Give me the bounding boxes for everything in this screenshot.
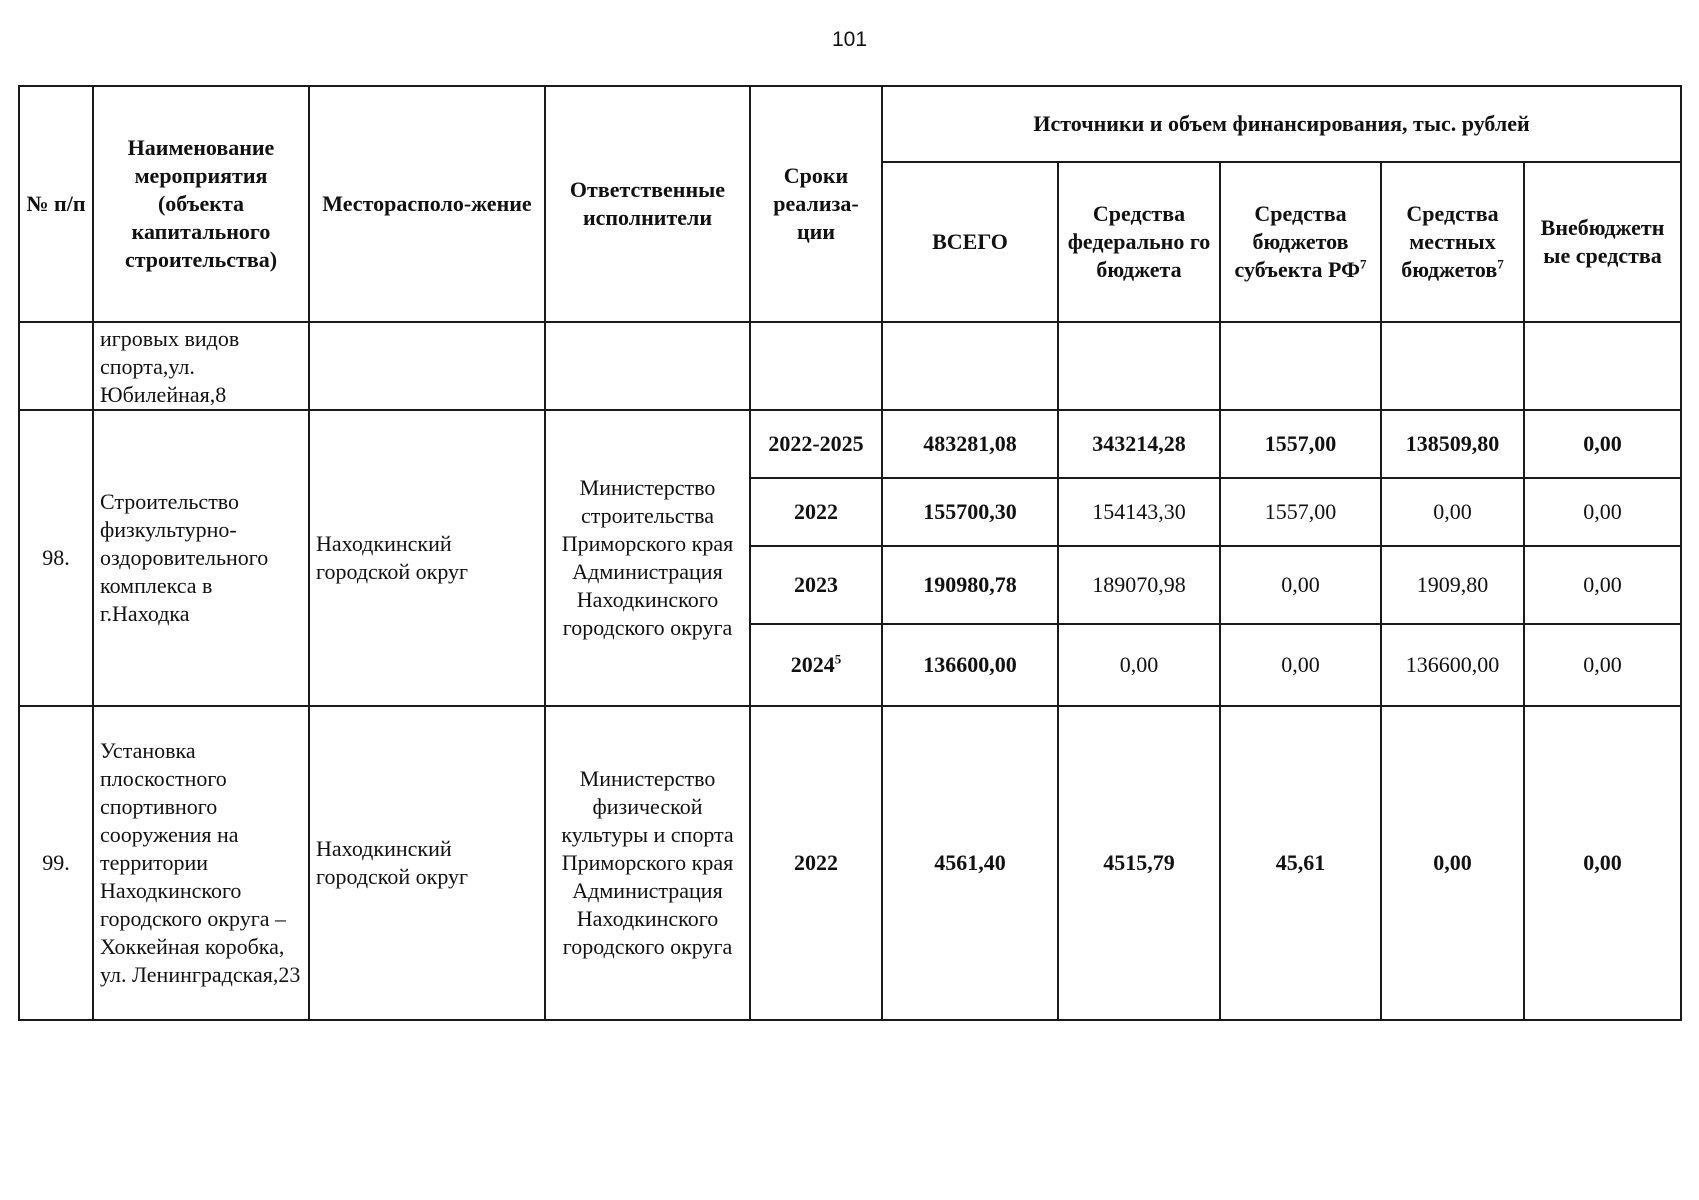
row98-local: 1909,80 [1381, 546, 1524, 624]
header-location: Месторасполо-жение [309, 86, 545, 322]
row98-subject: 1557,00 [1220, 410, 1381, 478]
row98-federal: 343214,28 [1058, 410, 1220, 478]
row98-local: 138509,80 [1381, 410, 1524, 478]
header-name: Наименование мероприятия (объекта капитального строительства) [93, 86, 309, 322]
row99-term: 2022 [750, 706, 882, 1020]
page-number: 101 [831, 28, 868, 51]
continuation-num-cell [19, 322, 93, 410]
row98-total: 155700,30 [882, 478, 1058, 546]
row98-total: 483281,08 [882, 410, 1058, 478]
row98-term: 2022 [750, 478, 882, 546]
continuation-name: игровых видов спорта,ул. Юбилейная,8 [93, 322, 309, 410]
row99-location: Находкинский городской округ [309, 706, 545, 1020]
row98-responsible: Министерство строительства Приморского края Администрация Находкинского городского округа [545, 410, 750, 706]
row99-subject: 45,61 [1220, 706, 1381, 1020]
header-terms: Сроки реализа-ции [750, 86, 882, 322]
row98-total: 190980,78 [882, 546, 1058, 624]
row98-subject: 1557,00 [1220, 478, 1381, 546]
row99-total: 4561,40 [882, 706, 1058, 1020]
header-row-1 [19, 86, 1681, 162]
table-row [19, 706, 1681, 1020]
header-offbudget: Внебюджетн ые средства [1524, 162, 1681, 322]
row98-location: Находкинский городской округ [309, 410, 545, 706]
row98-offbudget: 0,00 [1524, 546, 1681, 624]
row98-term: 2022-2025 [750, 410, 882, 478]
header-subject: Средства бюджетов субъекта $РФ^7$ [1220, 162, 1381, 322]
header-total: ВСЕГО [882, 162, 1058, 322]
header-federal: Средства федерально го бюджета [1058, 162, 1220, 322]
row99-offbudget: 0,00 [1524, 706, 1681, 1020]
row98-subject: 0,00 [1220, 546, 1381, 624]
row98-num: 98. [19, 410, 93, 706]
header-sources: Источники и объем финансирования, тыс. рублей [882, 86, 1681, 162]
header-local: Средства местных бюджетов$^7$ [1381, 162, 1524, 322]
row99-num: 99. [19, 706, 93, 1020]
row98-federal: 189070,98 [1058, 546, 1220, 624]
row98-subject: 0,00 [1220, 624, 1381, 706]
row98-total: 136600,00 [882, 624, 1058, 706]
row98-federal: 0,00 [1058, 624, 1220, 706]
row98-offbudget: 0,00 [1524, 410, 1681, 478]
row98-local: 136600,00 [1381, 624, 1524, 706]
header-responsible: Ответственные исполнители [545, 86, 750, 322]
row98-local: 0,00 [1381, 478, 1524, 546]
row98-federal: 154143,30 [1058, 478, 1220, 546]
row98-offbudget: 0,00 [1524, 624, 1681, 706]
row99-name: Установка плоскостного спортивного сооружения на территории Находкинского городского округа – Хоккейная коробка, ул. Ленинградская,23 [93, 706, 309, 1020]
table-row [19, 410, 1681, 478]
header-num: № п/п [19, 86, 93, 322]
row99-responsible: Министерство физической культуры и спорта Приморского края Администрация Находкинского городского округа [545, 706, 750, 1020]
row99-federal: 4515,79 [1058, 706, 1220, 1020]
row98-offbudget: 0,00 [1524, 478, 1681, 546]
continuation-row [19, 322, 1681, 410]
row98-term: 2023 [750, 546, 882, 624]
row98-name: Строительство физкультурно-оздоровительного комплекса в г.Находка [93, 410, 309, 706]
row98-term: 2024$^5$ [750, 624, 882, 706]
row99-local: 0,00 [1381, 706, 1524, 1020]
financing-table [18, 85, 1682, 1021]
